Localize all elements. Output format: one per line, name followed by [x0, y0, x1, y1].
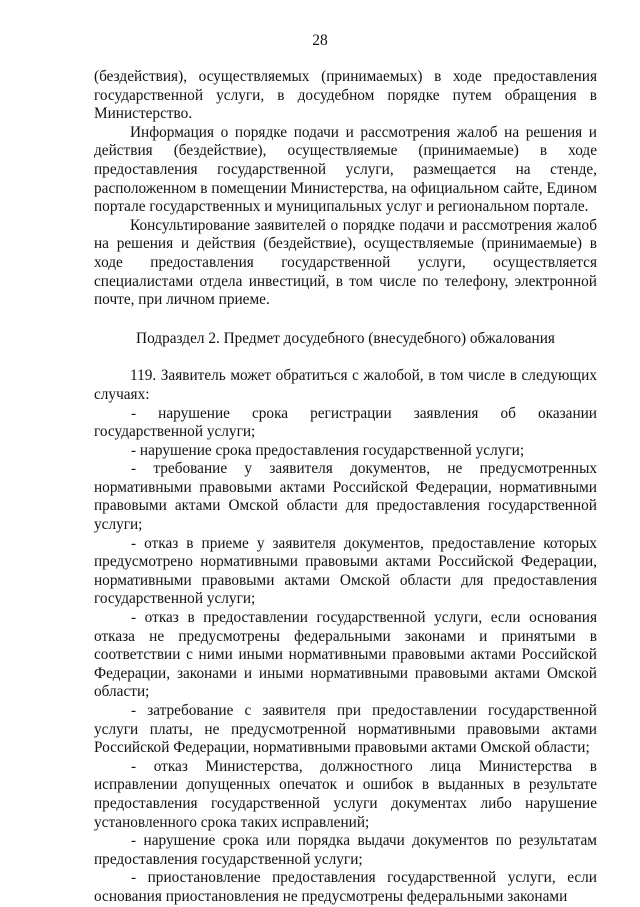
case-item: - приостановление предоставления государственной услуги, если основания приостановления не предусмотрены федеральными законами [94, 869, 597, 905]
paragraph-continuation: (бездействия), осуществляемых (принимаемых) в ходе предоставления государственной услуги, в досудебном порядке путем обращения в Министерство. [94, 68, 597, 123]
case-item: - требование у заявителя документов, не предусмотренных нормативными правовыми актами Российской Федерации, нормативными правовыми актами Омской области для предоставления государственной услуги; [94, 460, 597, 534]
paragraph-complaint-info: Информация о порядке подачи и рассмотрения жалоб на решения и действия (бездействие), осуществляемые (принимаемые) в ходе предоставления государственной услуги, размещается на стенде, расположенном в помещении Министерства, на официальном сайте, Едином портале государственных и муниципальных услуг и региональном портале. [94, 123, 597, 216]
case-item: - нарушение срока или порядка выдачи документов по результатам предоставления государственной услуги; [94, 832, 597, 868]
clause-119: 119. Заявитель может обратиться с жалобой, в том числе в следующих случаях: [94, 367, 597, 403]
case-item: - затребование с заявителя при предоставлении государственной услуги платы, не предусмотренной нормативными правовыми актами Российской Федерации, нормативными правовыми актами Омской области; [94, 702, 597, 757]
case-item: - нарушение срока регистрации заявления об оказании государственной услуги; [94, 404, 597, 441]
paragraph-consultation: Консультирование заявителей о порядке подачи и рассмотрения жалоб на решения и действия (бездействие), осуществляемые (принимаемые) в ходе предоставления государственной услуги, осуществляется специалистами отдела инвестиций, в том числе по телефону, электронной почте, при личном приеме. [94, 216, 597, 309]
case-item: - нарушение срока предоставления государственной услуги; [131, 441, 525, 459]
page-number: 28 [312, 32, 328, 49]
case-item: - отказ в предоставлении государственной услуги, если основания отказа не предусмотрены федеральными законами и принятыми в соответствии с ними иными нормативными правовыми актами Российской Федерации, законами и иными нормативными правовыми актами Омской области; [94, 609, 597, 701]
case-item: - отказ Министерства, должностного лица Министерства в исправлении допущенных опечаток и ошибок в выданных в результате предоставления государственной услуги документах либо нарушение установленного срока таких исправлений; [94, 757, 597, 831]
case-item: - отказ в приеме у заявителя документов, предоставление которых предусмотрено нормативными правовыми актами Российской Федерации, нормативными правовыми актами Омской области для предоставления государственной услуги; [94, 534, 597, 608]
document-body [94, 68, 597, 907]
subsection-heading: Подраздел 2. Предмет досудебного (внесудебного) обжалования [136, 329, 555, 347]
